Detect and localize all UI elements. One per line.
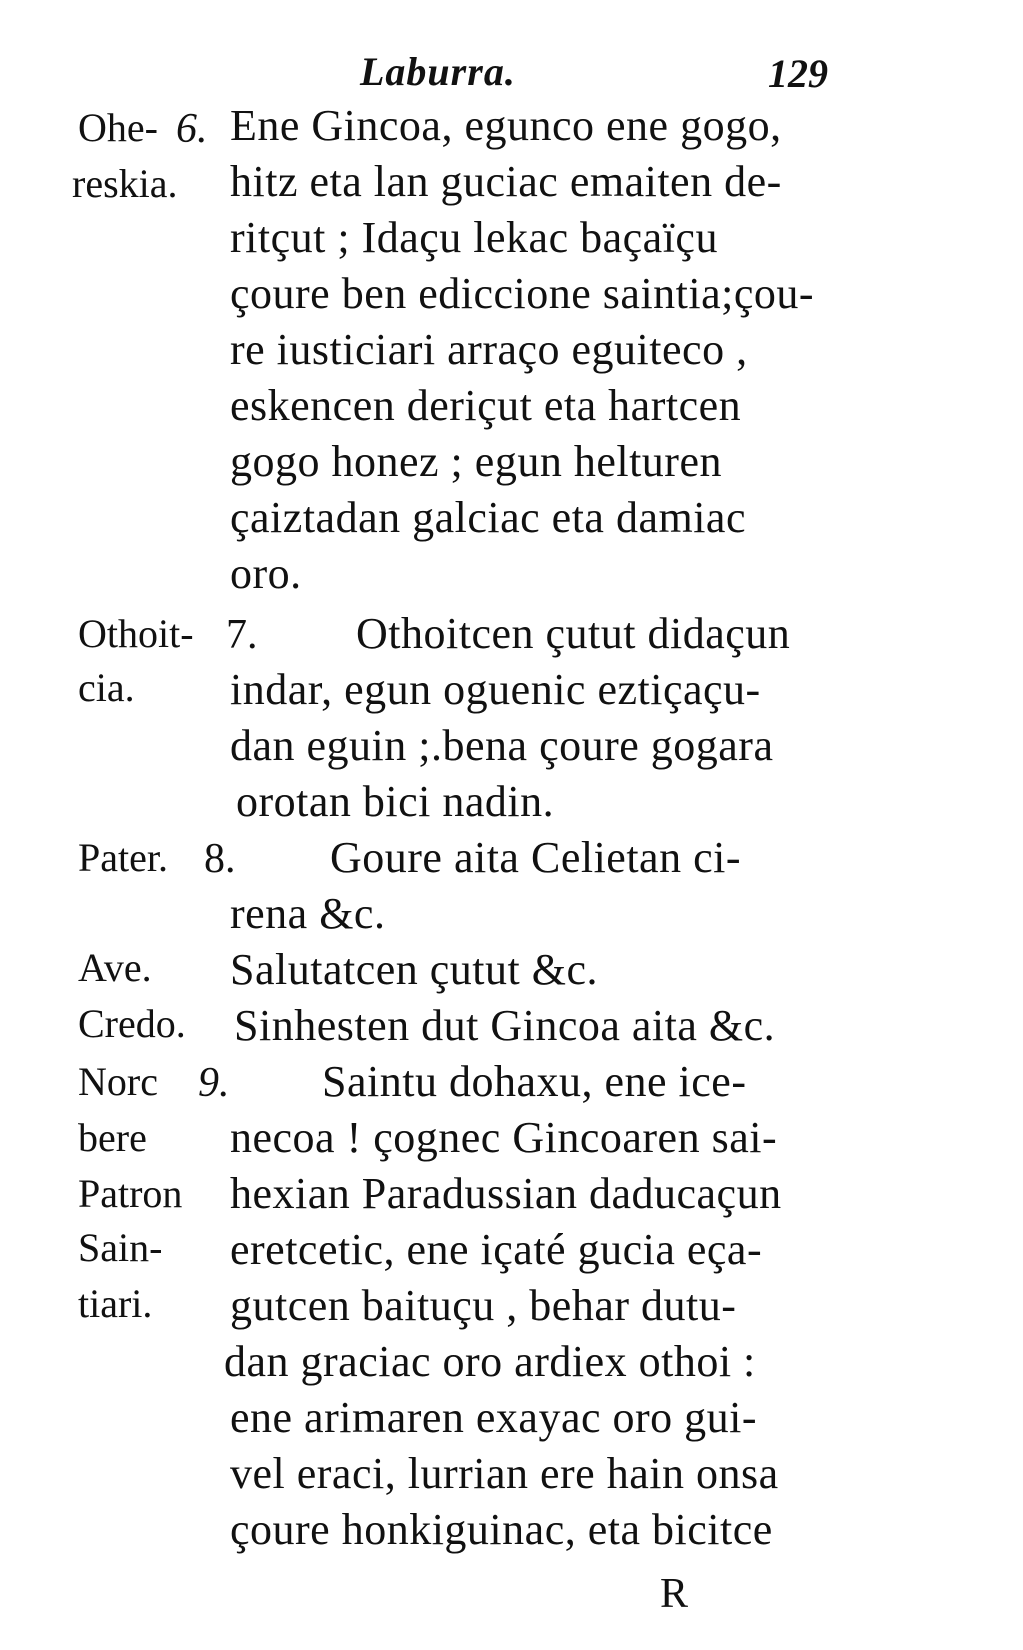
text-line: eskencen deriçut eta hartcen [230, 381, 742, 430]
text-line: Goure aita Celietan ci- [330, 833, 741, 882]
text-line: vel eraci, lurrian ere hain onsa [230, 1449, 779, 1498]
text-line: Ene Gincoa, egunco ene gogo, [230, 101, 782, 150]
text-line: gogo honez ; egun helturen [230, 437, 722, 486]
text-line: oro. [230, 549, 302, 598]
margin-note: Ave. [78, 945, 152, 990]
text-line: ene arimaren exayac oro gui- [230, 1393, 758, 1442]
margin-note: Ohe- [78, 105, 158, 150]
text-line: hexian Paradussian daducaçun [230, 1169, 782, 1218]
text-line: orotan bici nadin. [236, 777, 555, 826]
text-line: gutcen baituçu , behar dutu- [230, 1281, 737, 1330]
margin-note: Pater. [78, 835, 168, 880]
text-line: çoure honkiguinac, eta bicitce [230, 1505, 773, 1554]
text-line: indar, egun oguenic eztiçaçu- [230, 665, 761, 714]
section-number: 6. [176, 106, 208, 152]
text-line: ritçut ; Idaçu lekac baçaïçu [230, 213, 718, 262]
section-number: 7. [226, 612, 258, 658]
text-line: necoa ! çognec Gincoaren sai- [230, 1113, 778, 1162]
margin-note: tiari. [78, 1281, 153, 1326]
text-line: eretcetic, ene içaté gucia eça- [230, 1225, 763, 1274]
signature-mark: R [660, 1571, 689, 1617]
margin-note: Othoit- [78, 611, 194, 656]
margin-note: cia. [78, 665, 135, 710]
margin-note: Sain- [78, 1225, 163, 1270]
section-number: 9. [198, 1060, 230, 1106]
running-head-title: Laburra. [360, 49, 516, 94]
section-number: 8. [204, 836, 236, 882]
margin-note: Patron [78, 1171, 183, 1216]
text-line: dan graciac oro ardiex othoi : [224, 1337, 756, 1386]
margin-note: reskia. [72, 161, 178, 206]
text-line: dan eguin ;.bena çoure gogara [230, 721, 774, 770]
text-line: Saintu dohaxu, ene ice- [322, 1057, 747, 1106]
text-line: Othoitcen çutut didaçun [356, 609, 791, 658]
text-line: rena &c. [230, 889, 386, 938]
margin-note: bere [78, 1115, 147, 1160]
text-line: çoure ben ediccione saintia;çou- [230, 269, 815, 318]
margin-note: Credo. [78, 1001, 186, 1046]
text-line: çaiztadan galciac eta damiac [230, 493, 746, 542]
margin-note: Norc [78, 1059, 158, 1104]
text-line: Sinhesten dut Gincoa aita &c. [234, 1001, 776, 1050]
page-number: 129 [768, 51, 828, 96]
text-line: Salutatcen çutut &c. [230, 945, 598, 994]
text-line: hitz eta lan guciac emaiten de- [230, 157, 782, 206]
text-line: re iusticiari arraço eguiteco , [230, 325, 748, 374]
